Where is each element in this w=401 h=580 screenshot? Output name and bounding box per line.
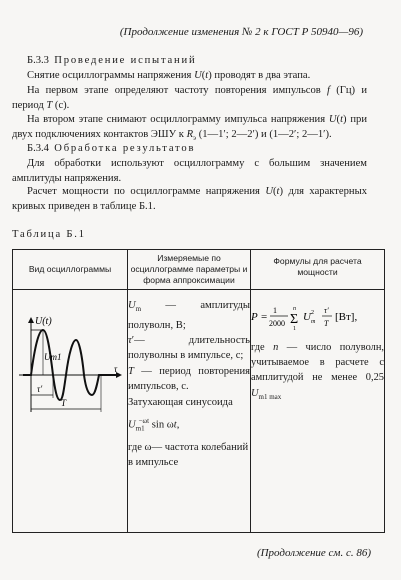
um1-label: Um1 (44, 352, 62, 362)
tau-prime-label: τ′ (37, 384, 43, 394)
svg-text:T: T (324, 319, 329, 328)
table-row (13, 290, 385, 533)
section-b34-heading (27, 141, 195, 156)
paragraph-5: Расчет мощности по осциллограмме напряжения U(t) для характерных кривых приведен в таблице Б.1. (12, 186, 367, 213)
formula-explanation: где n — число полуволн, учитываемое в расчете с амплитудой не менее 0,25 $U_{m1 max}$ (251, 342, 384, 401)
tau-description: τ′— длительность полуволны в импульсе, с; (128, 334, 250, 362)
omega-description: где ω— частота колебаний в импульсе (128, 442, 249, 469)
oscillogram-cell (13, 290, 128, 533)
y-axis-label: U(t) (35, 316, 52, 327)
period-description: T — период повторения импульсов, с. (128, 365, 250, 393)
section-title: Проведение испытаний (54, 55, 197, 66)
formula-cell (251, 290, 385, 533)
damped-sinusoid-label: Затухающая синусоида (128, 396, 233, 408)
page-header: (Продолжение изменения № 2 к ГОСТ Р 50940—96) (119, 26, 363, 38)
um-description: $U_m$ — амплитуды полуволн, В; (128, 300, 250, 331)
svg-text:U: U (303, 311, 311, 323)
page-footer: (Продолжение см. с. 86) (256, 547, 371, 559)
paragraph-3: На втором этапе снимают осциллограмму импульса напряжения U(t) при двух подключениях контактов ЭШУ к $R_э$ (1—1′; 2—2′) и (1—2′; 2—1′). (12, 114, 367, 143)
section-b33-heading (27, 53, 196, 68)
svg-text:2: 2 (311, 310, 314, 316)
parameters-cell (128, 290, 251, 533)
oscillogram-graph (13, 290, 127, 440)
time-axis-label: τ (114, 364, 118, 374)
paragraph-1: Снятие осциллограммы напряжения U(t) проводят в два этапа. (27, 70, 311, 81)
svg-text:1: 1 (273, 306, 277, 315)
header-cell: Вид осциллограммы (13, 250, 128, 290)
section-title: Обработка результатов (54, 143, 196, 154)
paragraph-4: Для обработки используют осциллограмму с большим значением амплитуды напряжения. (12, 158, 367, 185)
svg-text:2000: 2000 (269, 319, 285, 328)
table-title: Таблица Б.1 (12, 229, 86, 240)
svg-text:Σ: Σ (290, 312, 299, 327)
section-number: Б.3.3 (27, 55, 49, 66)
period-label: T (61, 398, 67, 408)
header-cell: Формулы для расчета мощности (251, 250, 385, 290)
section-number: Б.3.4 (27, 143, 49, 154)
svg-text:1: 1 (293, 326, 296, 332)
svg-text:τ′: τ′ (324, 306, 329, 315)
svg-text:m: m (311, 319, 316, 325)
svg-text:=: = (261, 311, 268, 323)
svg-text:[Вт],: [Вт], (335, 311, 358, 323)
power-formula (251, 302, 384, 332)
power-formula-graphic (251, 302, 381, 332)
header-cell: Измеряемые по осциллограмме параметры и форма аппроксимации (128, 250, 251, 290)
approximation-expression: $U_{m1}^{-\omega t}$ sin ωt, (128, 416, 180, 433)
table-b1 (12, 249, 385, 533)
paragraph-2: На первом этапе определяют частоту повторения импульсов f (Гц) и период T (с). (12, 85, 367, 112)
svg-text:P: P (251, 311, 258, 323)
svg-text:n: n (293, 306, 296, 312)
table-header-row (13, 250, 385, 290)
